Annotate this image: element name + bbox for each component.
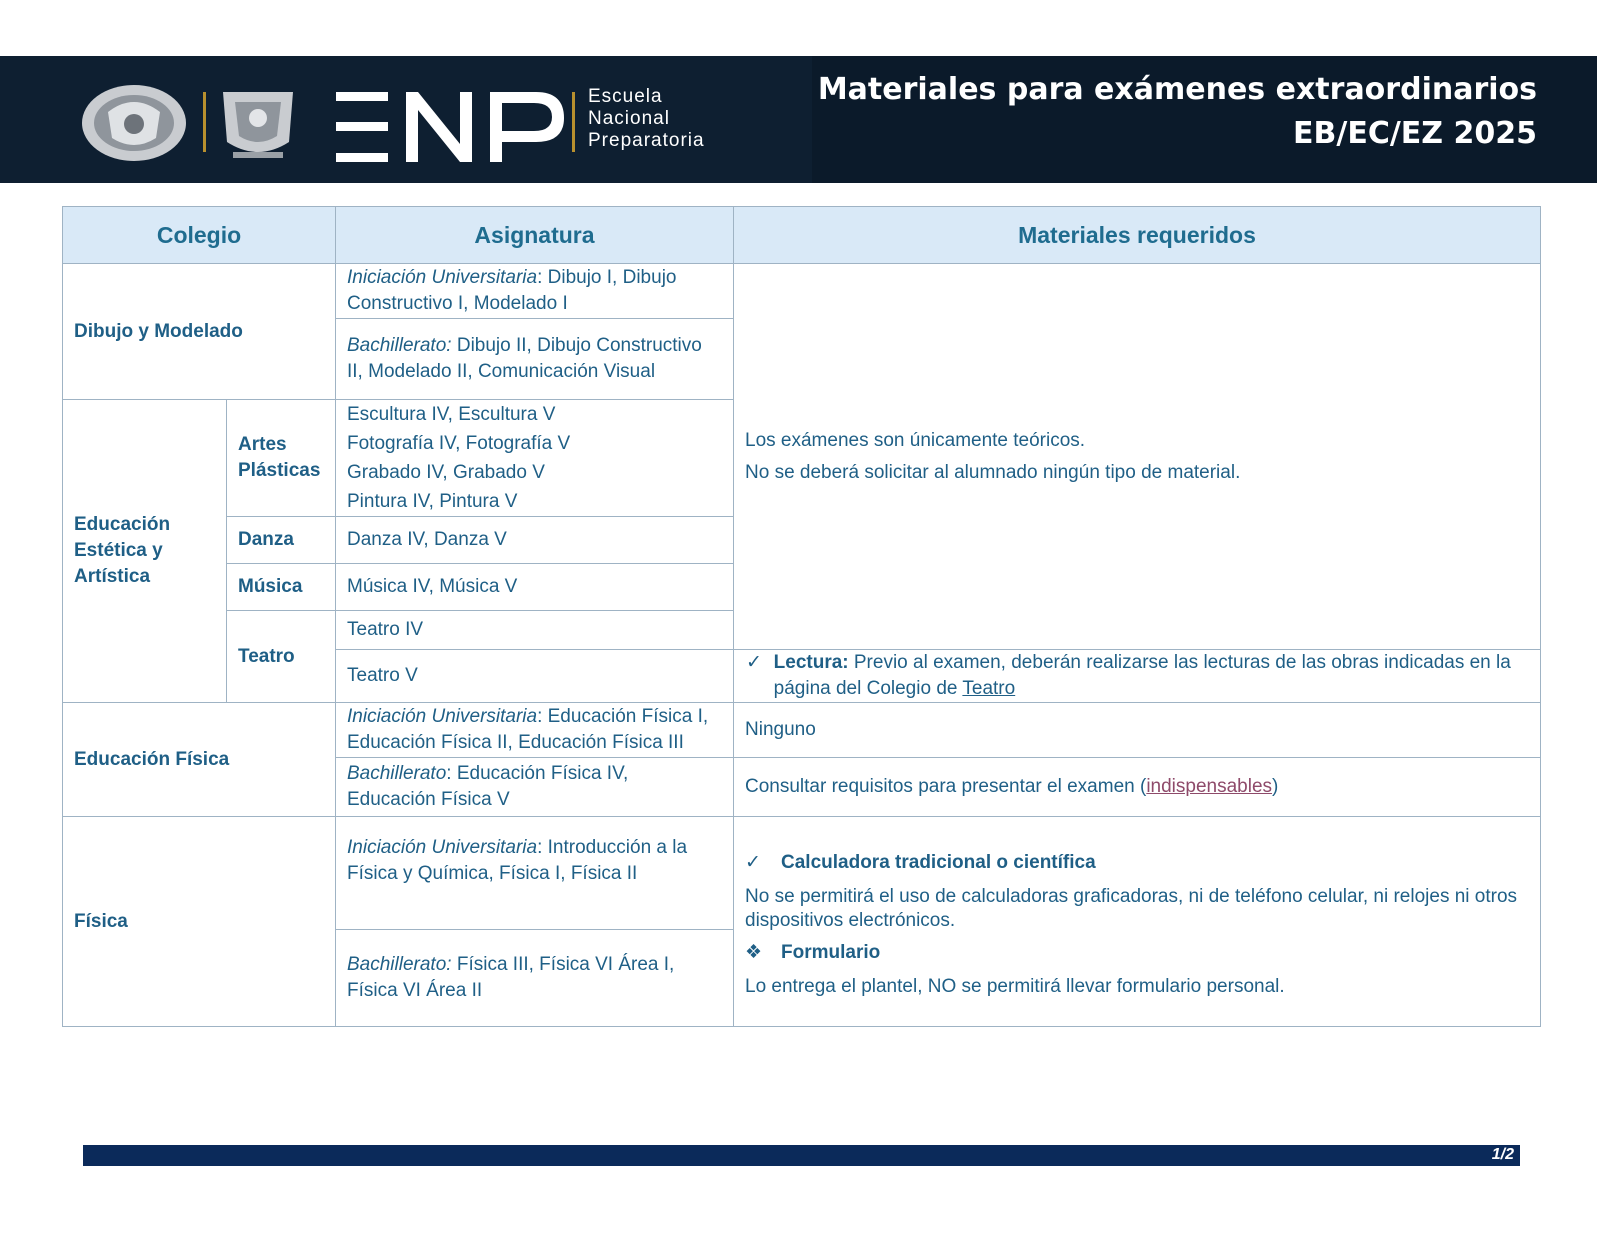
title-line-1: Materiales para exámenes extraordinarios xyxy=(817,72,1537,107)
asignatura-cell xyxy=(336,817,734,930)
subject-line: Escultura IV, Escultura V xyxy=(347,404,556,425)
subjects: : Dibujo I, Dibujo Constructivo I, Modelado I xyxy=(347,267,677,314)
colegio-ef: Educación Física xyxy=(63,703,336,817)
area-artes: Artes Plásticas xyxy=(227,400,336,517)
material-text: Lo entrega el plantel, NO se permitirá llevar formulario personal. xyxy=(745,975,1285,997)
table-row xyxy=(63,264,1541,319)
asignatura-cell xyxy=(336,758,734,817)
level-label: Iniciación Universitaria xyxy=(347,706,538,727)
header-banner xyxy=(0,56,1597,183)
subjects: : Educación Física I, Educación Física II, Educación Física III xyxy=(347,706,709,753)
subjects: : Introducción a la Física y Química, Física I, Física II xyxy=(347,837,688,884)
material-text: Previo al examen, deberán realizarse las lecturas de las obras indicadas en la página del Colegio de xyxy=(773,652,1511,699)
material-line: No se deberá solicitar al alumnado ningún tipo de material. xyxy=(745,461,1241,483)
level-label: Bachillerato xyxy=(347,763,447,784)
header-materiales: Materiales requeridos xyxy=(734,207,1541,264)
school-name xyxy=(588,86,705,152)
materials-table xyxy=(62,206,1541,1027)
level-label: Bachillerato: xyxy=(347,954,452,975)
subject-line: Pintura IV, Pintura V xyxy=(347,491,518,512)
title-line-2: EB/EC/EZ 2025 xyxy=(1293,116,1537,151)
subject-line: Fotografía IV, Fotografía V xyxy=(347,433,571,454)
asignatura-cell: Teatro V xyxy=(336,650,734,703)
divider xyxy=(572,92,575,152)
school-line: Nacional xyxy=(588,108,670,129)
asignatura-cell xyxy=(336,319,734,400)
school-line: Preparatoria xyxy=(588,130,705,151)
check-icon: ✓ xyxy=(745,851,761,873)
material-text-end: ) xyxy=(1272,776,1279,797)
material-cell: Ninguno xyxy=(734,703,1541,758)
table-row xyxy=(63,817,1541,930)
material-cell xyxy=(734,758,1541,817)
table-row xyxy=(63,703,1541,758)
check-icon: ✓ xyxy=(746,652,762,673)
materiales-teatro xyxy=(734,650,1541,703)
area-teatro: Teatro xyxy=(227,611,336,703)
footer-bar xyxy=(83,1145,1520,1166)
logo-area xyxy=(0,56,812,183)
colegio-dibujo: Dibujo y Modelado xyxy=(63,264,336,400)
asignatura-cell xyxy=(336,264,734,319)
material-label: Calculadora tradicional o científica xyxy=(781,851,1096,873)
asignatura-cell xyxy=(336,703,734,758)
level-label: Bachillerato: xyxy=(347,335,452,356)
material-text: No se permitirá el uso de calculadoras graficadoras, ni de teléfono celular, ni relojes ni otros dispositivos electrónicos. xyxy=(745,885,1518,931)
enp-seal-icon xyxy=(215,82,301,164)
materiales-fisica xyxy=(734,817,1541,1027)
asignatura-cell xyxy=(336,400,734,517)
teatro-link[interactable]: Teatro xyxy=(962,678,1016,699)
enp-logo-icon xyxy=(336,92,564,162)
subjects: Dibujo II, Dibujo Constructivo II, Modelado II, Comunicación Visual xyxy=(347,335,702,382)
material-text: Consultar requisitos para presentar el examen ( xyxy=(745,776,1147,797)
material-label: Lectura: xyxy=(773,652,849,673)
indispensables-link[interactable]: indispensables xyxy=(1146,776,1273,797)
table-header-row xyxy=(63,207,1541,264)
asignatura-cell: Danza IV, Danza V xyxy=(336,517,734,564)
subject-line: Grabado IV, Grabado V xyxy=(347,462,545,483)
header-colegio: Colegio xyxy=(63,207,336,264)
header-asignatura: Asignatura xyxy=(336,207,734,264)
divider xyxy=(203,92,206,152)
material-label: Formulario xyxy=(781,941,881,963)
level-label: Iniciación Universitaria xyxy=(347,267,538,288)
diamond-bullet-icon: ❖ xyxy=(745,941,763,963)
page-number: 1/2 xyxy=(1491,1146,1514,1163)
unam-seal-icon xyxy=(78,82,190,164)
material-line: Los exámenes son únicamente teóricos. xyxy=(745,429,1086,451)
school-line: Escuela xyxy=(588,86,663,107)
area-danza: Danza xyxy=(227,517,336,564)
page-title xyxy=(818,68,1537,156)
subjects: Física III, Física VI Área I, Física VI Área II xyxy=(347,954,675,1001)
area-musica: Música xyxy=(227,564,336,611)
materiales-teoricos xyxy=(734,264,1541,650)
asignatura-cell xyxy=(336,930,734,1027)
subjects: : Educación Física IV, Educación Física V xyxy=(347,763,629,810)
colegio-fisica: Física xyxy=(63,817,336,1027)
asignatura-cell: Música IV, Música V xyxy=(336,564,734,611)
colegio-estetica: Educación Estética y Artística xyxy=(63,400,227,703)
level-label: Iniciación Universitaria xyxy=(347,837,538,858)
asignatura-cell: Teatro IV xyxy=(336,611,734,650)
